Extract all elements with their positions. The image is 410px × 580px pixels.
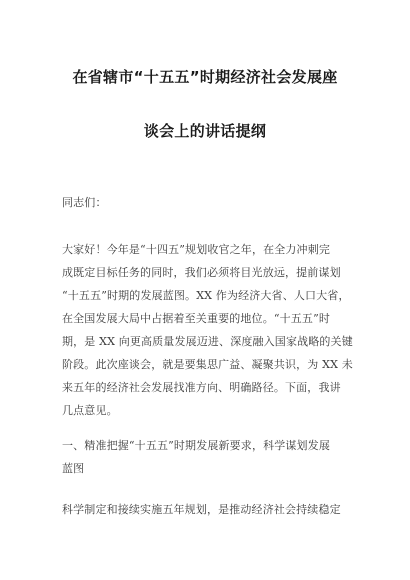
section-heading-line: 蓝图 bbox=[62, 462, 85, 475]
paragraph-line: 成既定目标任务的同时，我们必须将目光放远，提前谋划 bbox=[62, 266, 341, 279]
paragraph-line: 阶段。此次座谈会，就是要集思广益、凝聚共识，为 XX 未 bbox=[62, 358, 353, 371]
paragraph-line: 科学制定和接续实施五年规划，是推动经济社会持续稳定 bbox=[62, 503, 341, 516]
salutation: 同志们： bbox=[62, 196, 107, 209]
paragraph-line: 来五年的经济社会发展找准方向、明确路径。下面，我讲 bbox=[62, 381, 341, 394]
document-title-line-2: 谈会上的讲话提纲 bbox=[143, 122, 267, 140]
paragraph-line: 在全国发展大局中占据着至关重要的地位。“十五五”时 bbox=[62, 312, 330, 325]
document-title-line-1: 在省辖市“十五五”时期经济社会发展座 bbox=[72, 68, 338, 86]
paragraph-line: 大家好！今年是“十四五”规划收官之年，在全力冲刺完 bbox=[62, 243, 330, 256]
section-heading-line: 一、精准把握“十五五”时期发展新要求，科学谋划发展 bbox=[62, 439, 330, 452]
paragraph-line: 几点意见。 bbox=[62, 404, 118, 417]
paragraph-line: “十五五”时期的发展蓝图。XX 作为经济大省、人口大省， bbox=[62, 289, 350, 302]
paragraph-line: 期，是 XX 向更高质量发展迈进、深度融入国家战略的关键 bbox=[62, 335, 353, 348]
